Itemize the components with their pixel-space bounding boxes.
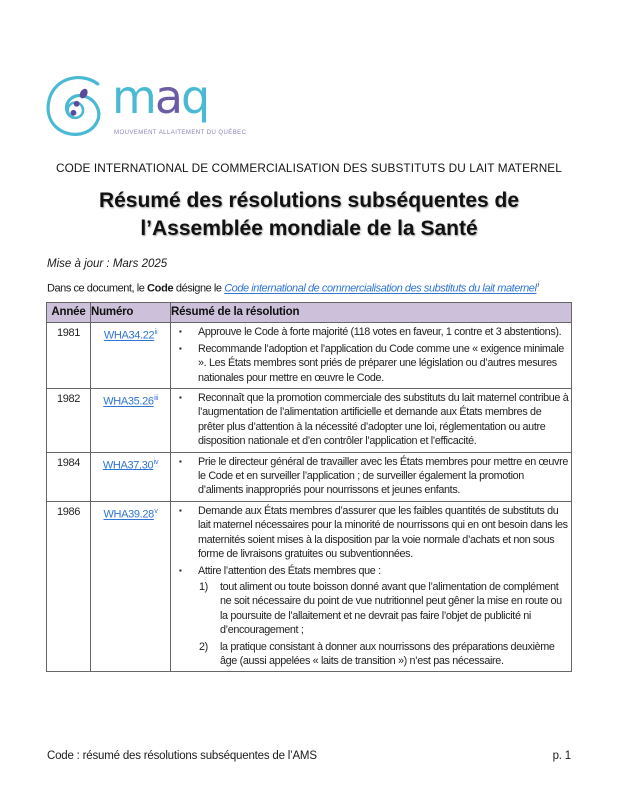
spiral-stroke [48,78,99,135]
summary-cell [171,323,572,389]
summary-text: Attire l’attention des États membres que : [198,564,381,577]
summary-item [177,391,570,449]
year-cell: 1981 [47,323,91,389]
summary-item [177,342,570,385]
number-cell [91,389,171,453]
year-cell: 1986 [47,501,91,671]
summary-text: Reconnaît que la promotion commerciale des substituts du lait maternel contribue à l’augmentation de l’alimentation artificielle et demande aux États membres de prêter plus d’attention à la nécessité d’adopter une loi, réglementation ou autre disposition nationale et d’en contrôler l’application et l’efficacité. [198,392,569,448]
header-number: Numéro [91,303,171,323]
resolution-footnote-ref[interactable]: ii [154,329,158,337]
summary-cell [171,389,572,453]
logo-letter-a: a [154,70,182,124]
resolutions-table [46,302,572,672]
maq-logo [44,70,247,142]
summary-item [197,640,570,669]
summary-text: Recommande l’adoption et l’application du Code comme une « exigence minimale ». Les États membres sont priés de préparer une législation ou d’autres mesures nationales pour mettre en œuvre le Code. [198,342,564,384]
page-title-line1: Résumé des résolutions subséquentes de [98,189,520,212]
summary-text: Approuve le Code à forte majorité (118 votes en faveur, 1 contre et 3 abstentions). [198,326,562,339]
maq-wordmark [112,66,208,128]
bullet-marker: ▪ [179,505,182,515]
resolution-footnote-ref[interactable]: iii [154,395,158,403]
bullet-marker: ▪ [179,565,182,575]
resolution-footnote-ref[interactable]: v [154,507,158,515]
summary-item [177,325,570,339]
summary-item [177,564,570,578]
resolution-link[interactable]: WHA37.30 [102,459,154,472]
resolution-link[interactable]: WHA39.28 [103,508,154,521]
intro-middle: désigne le [173,282,225,295]
bullet-marker: ▪ [179,456,182,466]
footer-page-number: p. 1 [552,750,571,762]
purple-dot-2 [71,110,77,116]
table-row [47,389,572,453]
summary-item [177,455,570,498]
resolutions-table-header [47,303,572,323]
summary-item [197,580,570,638]
maq-tagline: MOUVEMENT ALLAITEMENT DU QUÉBEC [114,130,247,136]
summary-text: la pratique consistant à donner aux nourrissons des préparations deuxième âge (aussi appelées « laits de transition ») n’est pas nécessaire. [220,640,555,667]
number-cell [91,452,171,501]
intro-footnote-ref[interactable]: i [537,280,539,289]
number-marker: 2) [199,640,208,653]
summary-text: tout aliment ou toute boisson donné avant que l’alimentation de complément ne soit nécessaire du point de vue nutritionnel peut gêner la mise en route ou la poursuite de l’allaitement et ne devrait pas faire l’objet de publicité ni d’encouragement ; [220,580,562,637]
summary-text: Demande aux États membres d’assurer que les faibles quantités de substituts du lait maternel nécessaires pour la minorité de nourrissons qui en ont besoin dans les maternités soient mises à la disposition par la voie normale d’achats et non sous forme de livraisons gratuites ou subventionnées. [198,504,568,561]
bullet-marker: ▪ [179,343,182,353]
update-date: Mise à jour : Mars 2025 [47,258,168,270]
page-title-line2: l’Assemblée mondiale de la Santé [140,217,478,240]
header-row [47,303,572,323]
purple-dot-1 [74,101,80,107]
summary-cell [171,452,572,501]
summary-cell [171,501,572,671]
maq-spiral-icon [44,74,108,140]
year-cell: 1984 [47,452,91,501]
document-kicker: CODE INTERNATIONAL DE COMMERCIALISATION DES SUBSTITUTS DU LAIT MATERNEL [56,161,562,175]
summary-text: Prie le directeur général de travailler avec les États membres pour mettre en œuvre le Code et en surveiller l’application ; de surveiller également la promotion d’aliments inappropriés pour nourrissons et jeunes enfants. [198,455,569,497]
footer-document-title: Code : résumé des résolutions subséquentes de l’AMS [47,750,317,762]
resolution-footnote-ref[interactable]: iv [153,458,159,466]
intro-prefix: Dans ce document, le [47,282,147,295]
logo-letter-q: q [181,70,209,124]
summary-item [177,504,570,562]
table-row [47,501,572,671]
code-document-link[interactable]: Code international de commercialisation des substituts du lait maternel [224,282,537,295]
header-summary: Résumé de la résolution [171,303,572,323]
table-row [47,452,572,501]
resolution-link[interactable]: WHA35.26 [103,395,154,408]
number-marker: 1) [199,580,208,593]
bullet-marker: ▪ [179,327,182,337]
number-cell [91,323,171,389]
logo-letter-m: m [112,70,155,124]
header-year: Année [47,303,91,323]
page-title [0,187,618,243]
year-cell: 1982 [47,389,91,453]
resolution-link[interactable]: WHA34.22 [103,330,155,343]
intro-line [47,280,539,295]
page-footer [47,750,571,762]
bullet-marker: ▪ [179,393,182,403]
intro-bold-code: Code [147,282,174,295]
number-cell [91,501,171,671]
resolutions-table-body [47,323,572,672]
table-row [47,323,572,389]
